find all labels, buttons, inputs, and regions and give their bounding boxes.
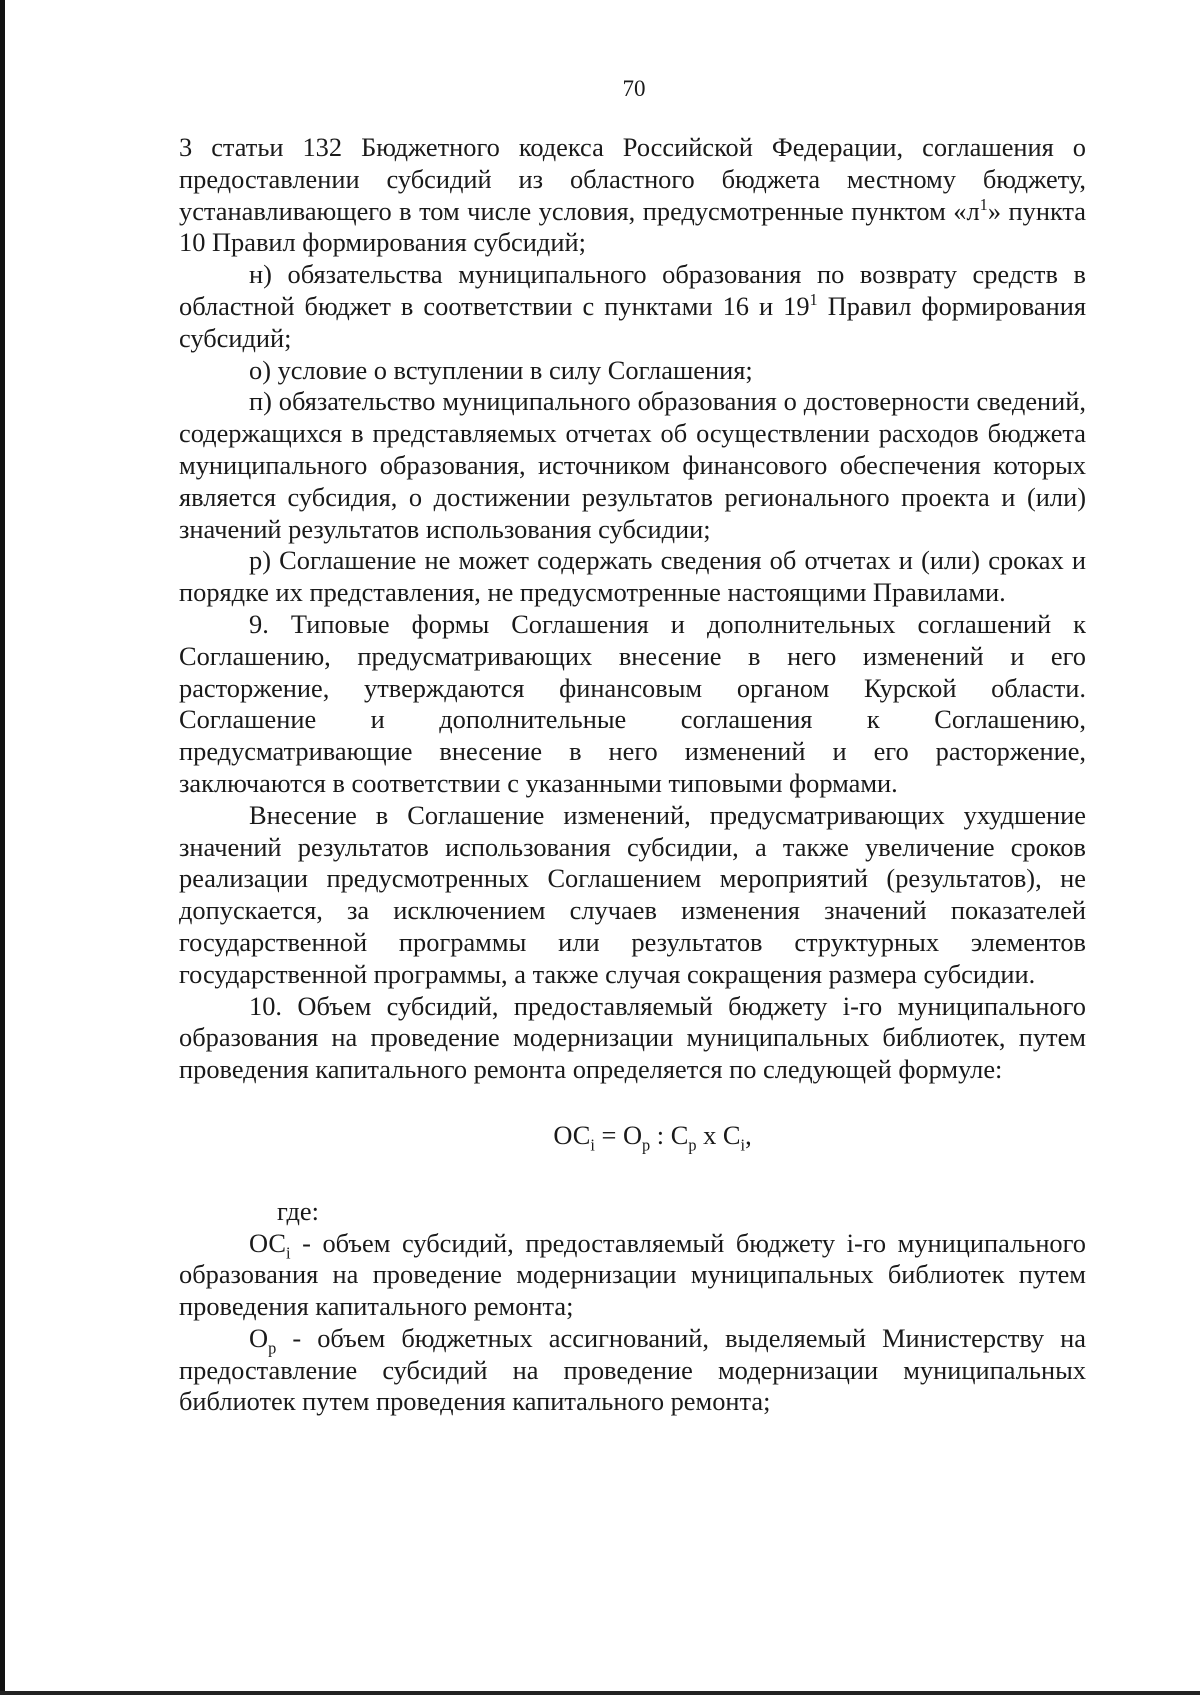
definition-osi: $ОС_i$ - объем субсидий, предоставляемый бюджету i-го муниципального образования на проведение модернизации муниципальных библиотек путем проведения капитального ремонта; xyxy=(179,1227,1086,1322)
scan-left-edge xyxy=(0,0,5,1695)
paragraph-item-r: р) Соглашение не может содержать сведения об отчетах и (или) сроках и порядке их представления, не предусмотренные настоящими Правилами. xyxy=(179,545,1086,608)
paragraph-item-p: п) обязательство муниципального образования о достоверности сведений, содержащихся в представляемых отчетах об осуществлении расходов бюджета муниципального образования, источником финансового обеспечения которых является субсидия, о достижении результатов регионального проекта и (или) значений результатов использования субсидии; xyxy=(179,386,1086,544)
superscript: 1 xyxy=(809,290,818,310)
paragraph-continuation: 3 статьи 132 Бюджетного кодекса Российской Федерации, соглашения о предоставлении субсидий из областного бюджета местному бюджету, устанавливающего в том числе условия, предусмотренные пунктом «$л^1$» пункта 10 Правил формирования субсидий; xyxy=(179,132,1086,258)
document-body xyxy=(179,132,1086,1418)
formula: $ОС_i = О_р$ : $С_р$ х $С_i$, xyxy=(553,1119,752,1155)
paragraph-item-o: о) условие о вступлении в силу Соглашения; xyxy=(249,354,753,385)
page-number: 70 xyxy=(622,76,646,101)
paragraph-item-n: н) обязательства муниципального образования по возврату средств в областной бюджет в соответствии с пунктами 16 и $19^1$ Правил формирования субсидий; xyxy=(179,259,1087,353)
paragraph-amendments: Внесение в Соглашение изменений, предусматривающих ухудшение значений результатов использования субсидии, а также увеличение сроков реализации предусмотренных Соглашением мероприятий (результатов), не допускается, за исключением случаев изменения значений показателей государственной программы или результатов структурных элементов государственной программы, а также случая сокращения размера субсидии. xyxy=(179,799,1086,989)
paragraph-section-10: 10. Объем субсидий, предоставляемый бюджету i-го муниципального образования на проведение модернизации муниципальных библиотек, путем проведения капитального ремонта определяется по следующей формуле: xyxy=(179,990,1086,1085)
scan-bottom-edge xyxy=(0,1691,1200,1695)
where-label: где: xyxy=(277,1195,319,1226)
definition-op: $О_р$ - объем бюджетных ассигнований, выделяемый Министерству на предоставление субсидий на проведение модернизации муниципальных библиотек путем проведения капитального ремонта; xyxy=(179,1322,1086,1417)
paragraph-section-9: 9. Типовые формы Соглашения и дополнительных соглашений к Соглашению, предусматривающих внесение в него изменений и его расторжение, утверждаются финансовым органом Курской области. Соглашение и дополнительные соглашения к Соглашению, предусматривающие внесение в него изменений и его расторжение, заключаются в соответствии с указанными типовыми формами. xyxy=(179,608,1086,798)
superscript: 1 xyxy=(979,194,988,214)
